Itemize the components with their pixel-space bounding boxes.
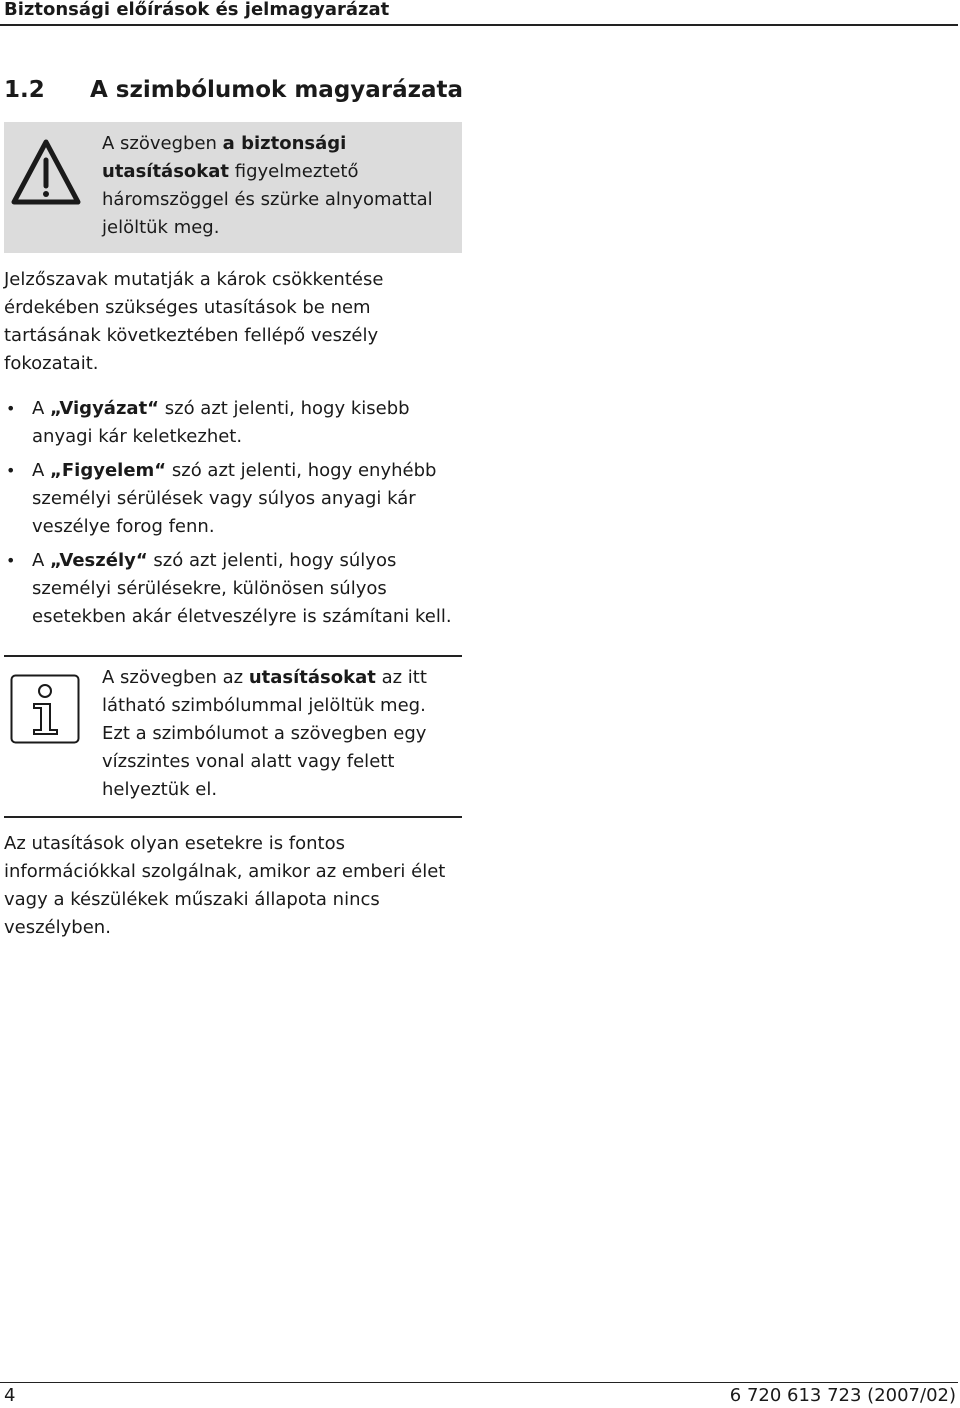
- bullet-keyword: „Figyelem“: [50, 460, 167, 481]
- bullet-mark: •: [6, 461, 16, 480]
- info-text-bold: utasításokat: [248, 667, 376, 688]
- warning-text-before: A szövegben: [102, 133, 223, 154]
- section-number: 1.2: [4, 77, 45, 103]
- bullet-keyword: „Veszély“: [50, 550, 148, 571]
- bullet-text: szó azt jelenti, hogy súlyos személyi sérülésekre, különösen súlyos esetekben akár életveszélyre is számítani kell.: [32, 550, 452, 627]
- bullet-mark: •: [6, 551, 16, 570]
- signal-word-list: [4, 395, 464, 637]
- bullet-keyword: „Vigyázat“: [50, 398, 160, 419]
- page-number: 4: [4, 1385, 16, 1406]
- bullet-mark: •: [6, 399, 16, 418]
- list-item: [4, 395, 464, 451]
- bullet-text: szó azt jelenti, hogy kisebb anyagi kár keletkezhet.: [32, 398, 410, 447]
- footer-rule: [0, 1382, 958, 1383]
- warning-text-bold: a biztonsági utasításokat: [102, 133, 347, 182]
- warning-box: [4, 122, 462, 253]
- info-text: [102, 664, 442, 804]
- header-title: Biztonsági előírások és jelmagyarázat: [4, 0, 390, 20]
- warning-text: [102, 130, 442, 242]
- document-number: 6 720 613 723 (2007/02): [729, 1385, 956, 1406]
- info-text-before: A szövegben az: [102, 667, 249, 688]
- list-item: [4, 547, 464, 631]
- bullet-prefix: A: [32, 550, 51, 571]
- page-header: [0, 0, 958, 26]
- closing-paragraph: Az utasítások olyan esetekre is fontos információkkal szolgálnak, amikor az emberi élet vagy a készülékek műszaki állapota nincs veszélyben.: [4, 833, 446, 938]
- bullet-prefix: A: [32, 460, 51, 481]
- info-icon: [10, 674, 80, 744]
- intro-paragraph: Jelzőszavak mutatják a károk csökkentése érdekében szükséges utasítások be nem tartásának következtében fellépő veszély fokozatait.: [4, 269, 384, 374]
- info-bottom-rule: [4, 816, 462, 818]
- warning-triangle-icon: [10, 138, 82, 208]
- info-text-after: az itt látható szimbólummal jelöltük meg. Ezt a szimbólumot a szövegben egy vízszintes vonal alatt vagy felett helyeztük el.: [102, 667, 427, 800]
- list-item: [4, 457, 464, 541]
- section-heading: [4, 74, 463, 106]
- bullet-text: szó azt jelenti, hogy enyhébb személyi sérülések vagy súlyos anyagi kár veszélye forog fenn.: [32, 460, 437, 537]
- section-title: A szimbólumok magyarázata: [90, 77, 464, 103]
- warning-text-after: figyelmeztető háromszöggel és szürke alnyomattal jelöltük meg.: [102, 161, 433, 238]
- bullet-prefix: A: [32, 398, 51, 419]
- info-top-rule: [4, 655, 462, 657]
